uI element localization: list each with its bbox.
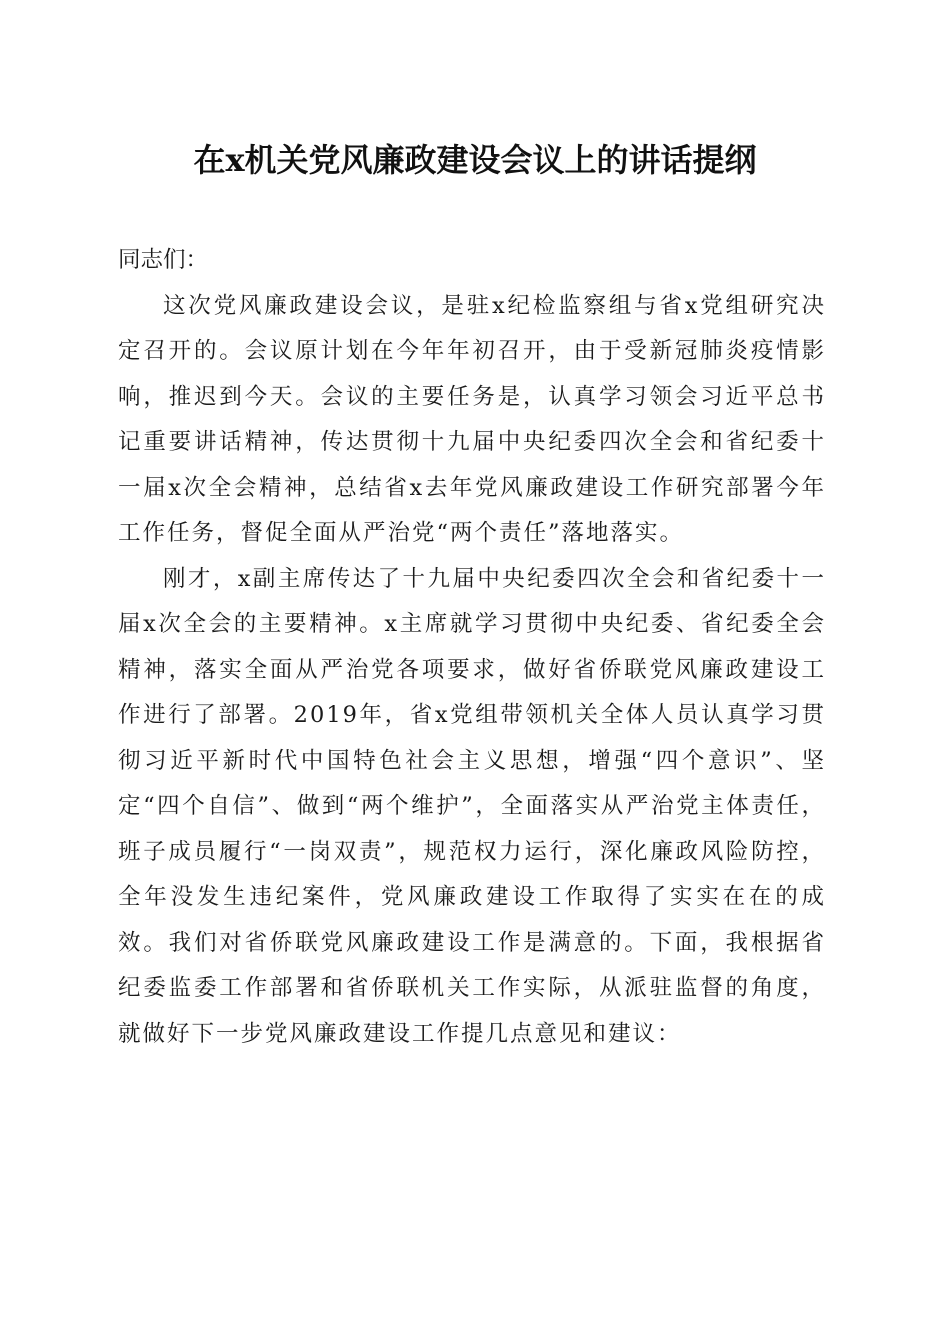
salutation: 同志们： [118, 247, 209, 273]
paragraph-2: 刚才，x副主席传达了十九届中央纪委四次全会和省纪委十一届x次全会的主要精神。x主席就学习贯彻中央纪委、省纪委全会精神，落实全面从严治党各项要求，做好省侨联党风廉政建设工作进行了部署。2019年，省x党组带领机关全体人员认真学习贯彻习近平新时代中国特色社会主义思想，增强“四个意识”、坚定“四个自信”、做到“两个维护”，全面落实从严治党主体责任，班子成员履行“一岗双责”，规范权力运行，深化廉政风险防控，全年没发生违纪案件，党风廉政建设工作取得了实实在在的成效。我们对省侨联党风廉政建设工作是满意的。下面，我根据省纪委监委工作部署和省侨联机关工作实际，从派驻监督的角度，就做好下一步党风廉政建设工作提几点意见和建议： [118, 565, 826, 1047]
paragraph-1: 这次党风廉政建设会议，是驻x纪检监察组与省x党组研究决定召开的。会议原计划在今年年初召开，由于受新冠肺炎疫情影响，推迟到今天。会议的主要任务是，认真学习领会习近平总书记重要讲话精神，传达贯彻十九届中央纪委四次全会和省纪委十一届x次全会精神，总结省x去年党风廉政建设工作研究部署今年工作任务，督促全面从严治党“两个责任”落地落实。 [118, 292, 826, 546]
document-title: 在x机关党风廉政建设会议上的讲话提纲 [193, 141, 757, 179]
document-body [118, 238, 826, 1057]
